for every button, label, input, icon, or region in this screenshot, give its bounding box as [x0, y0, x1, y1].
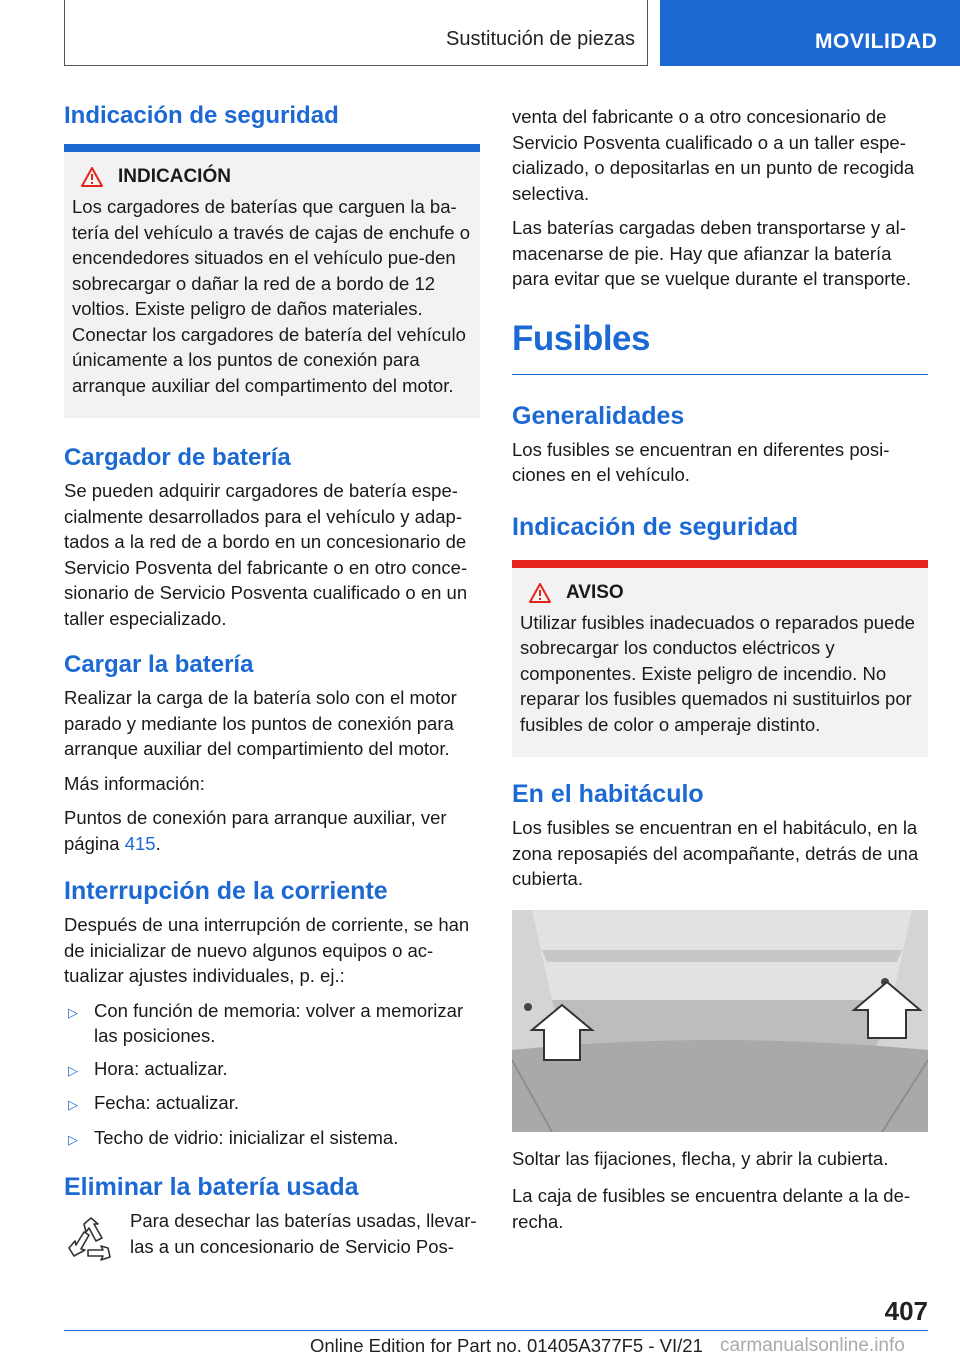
paragraph-release: Soltar las fijaciones, flecha, y abrir la cubierta. — [512, 1147, 889, 1169]
list-item — [64, 1125, 480, 1153]
paragraph-jumpstart — [64, 805, 480, 856]
fuse-cover-illustration — [512, 910, 928, 1132]
right-column — [512, 104, 928, 1243]
warning-rule — [512, 560, 928, 568]
watermark: carmanualsonline.info — [720, 1335, 905, 1356]
chapter-label: MOVILIDAD — [815, 30, 938, 53]
heading-rule — [64, 144, 480, 152]
footer-edition: Online Edition for Part no. 01405A377F5 - VI/21 — [310, 1335, 703, 1356]
chapter-tab[interactable] — [660, 0, 960, 66]
heading-safety-2: Indicación de seguridad — [512, 512, 799, 541]
list-item — [64, 1090, 480, 1118]
heading-charger: Cargador de batería — [64, 444, 291, 471]
note-box — [64, 152, 480, 418]
paragraph-charger: Se pueden adquirir cargadores de batería espe-cialmente desarrollados para el vehículo y adap-tados a la red de a bordo en un concesionario de Servicio Posventa del fabricante o en otro conce-sionario de Servicio Posventa cualificado o en un taller especializado. — [64, 480, 468, 629]
list-bullet-icon: ▷ — [68, 1004, 78, 1020]
warning-title-text: AVISO — [566, 581, 624, 603]
list-item — [64, 998, 480, 1049]
jumpstart-end: . — [155, 832, 161, 854]
list-item — [64, 1056, 480, 1084]
heading-interruption: Interrupción de la corriente — [64, 877, 388, 905]
recycle-icon — [64, 1214, 118, 1268]
heading-general: Generalidades — [512, 401, 685, 430]
note-title-text: INDICACIÓN — [118, 166, 231, 187]
paragraph-disposal: Para desechar las baterías usadas, llevar-las a un concesionario de Servicio Pos- — [130, 1210, 477, 1257]
list-item-text: Con función de memoria: volver a memorizar las posiciones. — [94, 999, 464, 1046]
heading-charge: Cargar la batería — [64, 651, 254, 678]
heading-cabin: En el habitáculo — [512, 780, 704, 808]
list-item-text: Techo de vidrio: inicializar el sistema. — [94, 1126, 399, 1148]
header-section-box — [64, 0, 648, 66]
paragraph-interruption: Después de una interrupción de corriente, se han de inicializar de nuevo algunos equipos o ac-tualizar ajustes individuales, p. ej.: — [64, 914, 470, 986]
warning-icon — [528, 582, 552, 604]
fuse-cover-photo — [512, 910, 928, 1132]
list-bullet-icon: ▷ — [68, 1097, 78, 1112]
list-bullet-icon: ▷ — [68, 1131, 78, 1147]
warning-text: Utilizar fusibles inadecuados o reparados puede sobrecargar los conductos eléctricos y componentes. Existe peligro de incendio. No reparar los fusibles quemados ni sustituirlos por fusibles de color o amperaje distinto. — [520, 611, 915, 735]
page-link[interactable]: 415 — [124, 832, 156, 854]
warning-box — [512, 568, 928, 758]
left-column — [64, 96, 480, 1268]
heading-safety: Indicación de seguridad — [64, 102, 339, 129]
heading-fuses: Fusibles — [512, 312, 928, 375]
heading-disposal: Eliminar la batería usada — [64, 1173, 359, 1201]
paragraph-more-info: Más información: — [64, 772, 205, 794]
warning-icon — [80, 166, 104, 188]
list-item-text: Fecha: actualizar. — [94, 1092, 239, 1113]
paragraph-charge: Realizar la carga de la batería solo con el motor parado y mediante los puntos de conexión para arranque auxiliar del compartimiento del motor. — [64, 687, 457, 759]
paragraph-cabin: Los fusibles se encuentran en el habitáculo, en la zona reposapiés del acompañante, detrás de una cubierta. — [512, 817, 919, 889]
paragraph-general: Los fusibles se encuentran en diferentes posi-ciones en el vehículo. — [512, 438, 890, 485]
footer-rule — [64, 1330, 928, 1331]
jumpstart-text: Puntos de conexión para arranque auxiliar, ver página — [64, 807, 447, 854]
section-title: Sustitución de piezas — [445, 28, 635, 50]
list-bullet-icon: ▷ — [68, 1062, 78, 1078]
note-text: Los cargadores de baterías que carguen la ba-tería del vehículo a través de cajas de enchufe o encendedores situados en el vehículo pue-den sobrecargar o dañar la red de a bordo de 12 voltios. Existe peligro de daños materiales. Conectar los cargadores de batería del vehículo únicamente a los puntos de conexión para arranque auxiliar del compartimento del motor. — [72, 196, 471, 396]
paragraph-transport: Las baterías cargadas deben transportarse y al-macenarse de pie. Hay que afianzar la batería para evitar que se vuelque durante el transporte. — [512, 217, 912, 289]
paragraph-disposal-cont: venta del fabricante o a otro concesionario de Servicio Posventa cualificado o a un taller espe-cializado, o depositarlas en un punto de recogida selectiva. — [512, 106, 915, 204]
disposal-block — [64, 1208, 480, 1268]
list-item-text: Hora: actualizar. — [94, 1057, 228, 1079]
note-title — [80, 166, 472, 188]
settings-list — [64, 998, 480, 1153]
page-number: 407 — [884, 1296, 928, 1326]
warning-title — [528, 582, 920, 604]
paragraph-fusebox: La caja de fusibles se encuentra delante a la de-recha. — [512, 1185, 911, 1232]
